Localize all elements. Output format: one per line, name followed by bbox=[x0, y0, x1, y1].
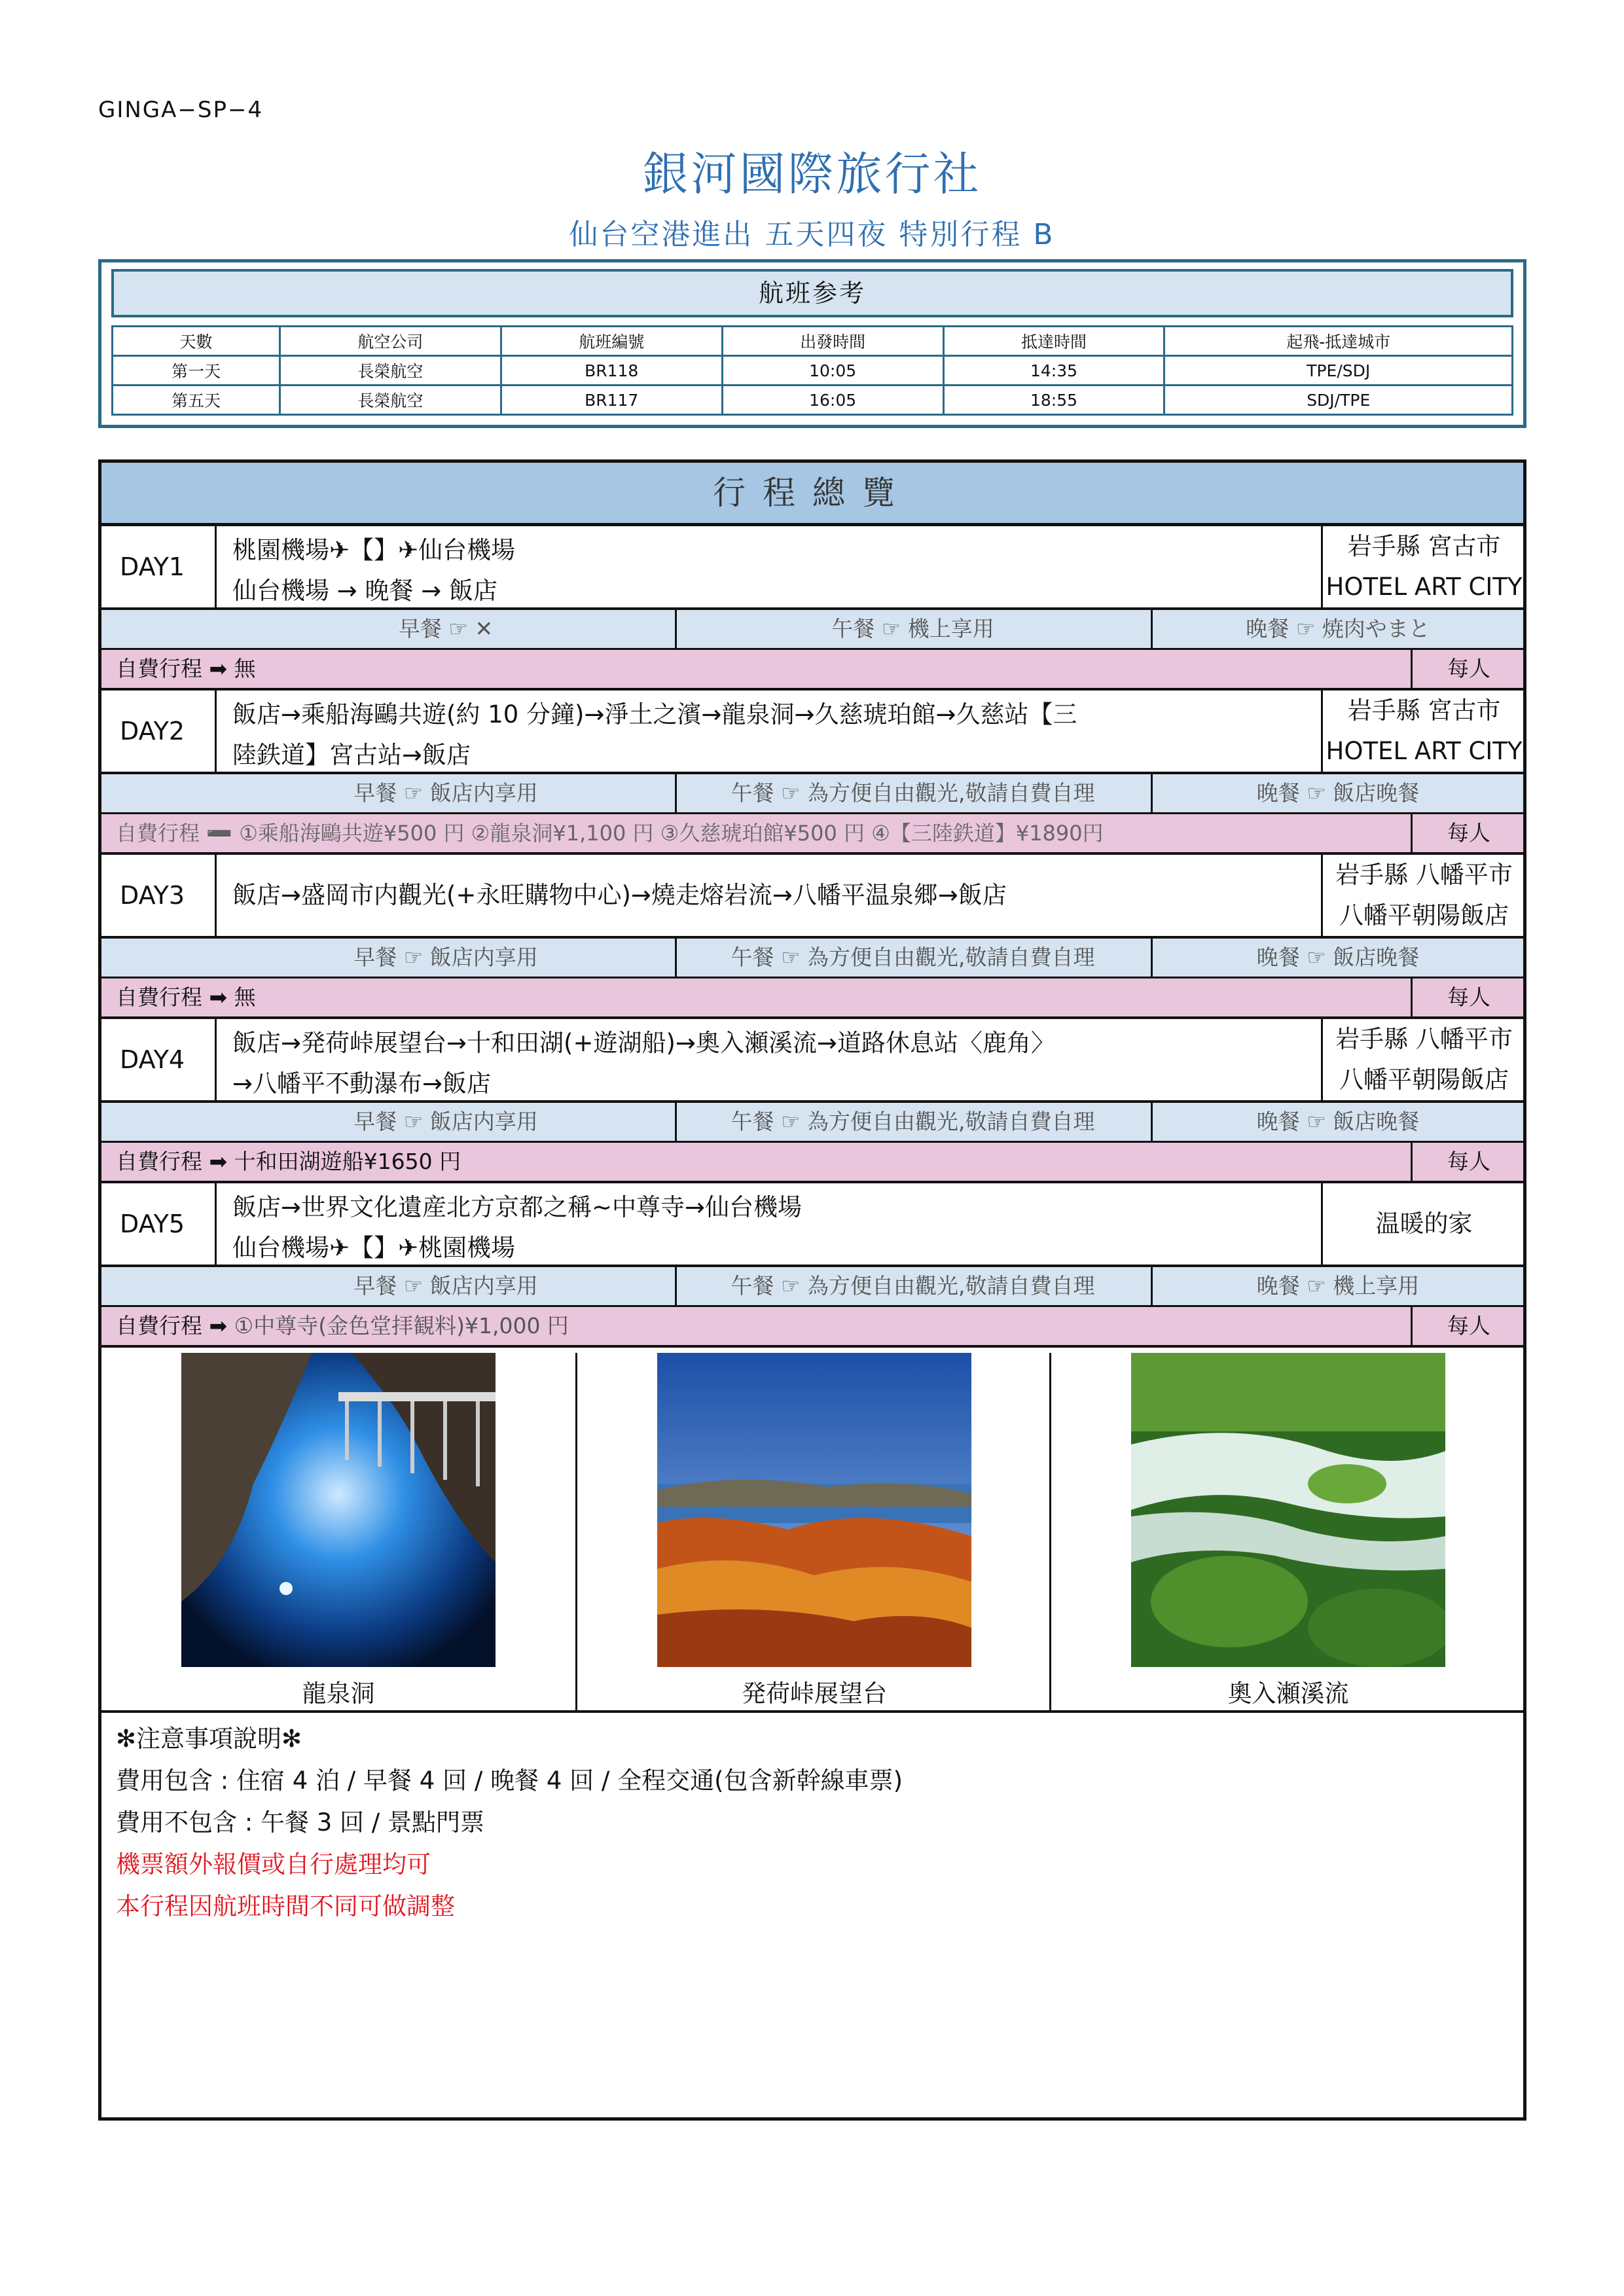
optional-label: 自費行程 ➖ bbox=[116, 821, 240, 846]
day-label: DAY4 bbox=[101, 1019, 217, 1100]
route-line: 飯店→発荷峠展望台→十和田湖(+遊湖船)→奧入瀬溪流→道路休息站〈鹿角〉 bbox=[232, 1029, 1055, 1057]
photo-strip bbox=[101, 1353, 1523, 1713]
route-line: 桃園機場✈【】✈仙台機場 bbox=[232, 536, 516, 564]
breakfast: 早餐 ☞ 飯店内享用 bbox=[217, 1267, 677, 1305]
flight-cell: 14:35 bbox=[943, 356, 1164, 386]
tour-subtitle: 仙台空港進出 五天四夜 特別行程 B bbox=[569, 218, 1055, 251]
day-hotel bbox=[1325, 1183, 1523, 1265]
dinner: 晚餐 ☞ 飯店晚餐 bbox=[1256, 780, 1420, 806]
cave-photo-icon bbox=[181, 1353, 496, 1667]
per-person: 每人 bbox=[1411, 978, 1525, 1016]
optional-label: 自費行程 ➡ bbox=[116, 1149, 234, 1174]
stream-photo-icon bbox=[1131, 1353, 1445, 1667]
flight-cell: 長榮航空 bbox=[280, 356, 501, 386]
optional-row bbox=[101, 814, 1523, 855]
route-line: 仙台機場 → 晚餐 → 飯店 bbox=[232, 577, 498, 605]
breakfast: 早餐 ☞ 飯店内享用 bbox=[217, 939, 677, 977]
lunch: 午餐 ☞ 為方便自由觀光,敬請自費自理 bbox=[675, 1267, 1153, 1305]
per-person: 每人 bbox=[1411, 1307, 1525, 1345]
route-line: 仙台機場✈【】✈桃園機場 bbox=[232, 1234, 516, 1262]
meal-row bbox=[101, 610, 1523, 650]
hotel-line: HOTEL ART CITY bbox=[1326, 737, 1523, 765]
itinerary-overview bbox=[98, 459, 1526, 2121]
per-person: 每人 bbox=[1411, 1143, 1525, 1181]
route-line: 陸鉄道】宮古站→飯店 bbox=[232, 741, 471, 769]
day-route bbox=[217, 691, 1323, 772]
flight-cell: 長榮航空 bbox=[280, 386, 501, 415]
notes-excluded: 費用不包含 : 午餐 3 回 / 景點門票 bbox=[116, 1808, 485, 1837]
hotel-line: 八幡平朝陽飯店 bbox=[1339, 1066, 1509, 1094]
day-row bbox=[101, 855, 1523, 939]
optional-items: 十和田湖遊船¥1650 円 bbox=[234, 1149, 461, 1174]
optional-text bbox=[116, 650, 256, 688]
day-route bbox=[217, 1019, 1323, 1100]
optional-row bbox=[101, 978, 1523, 1019]
hotel-line: 岩手縣 八幡平市 bbox=[1335, 861, 1513, 889]
notes-section bbox=[116, 1718, 903, 1928]
lunch: 午餐 ☞ 為方便自由觀光,敬請自費自理 bbox=[675, 774, 1153, 812]
dinner: 晚餐 ☞ 飯店晚餐 bbox=[1256, 944, 1420, 970]
day-hotel bbox=[1325, 526, 1523, 607]
flight-cell: BR117 bbox=[501, 386, 722, 415]
dinner: 晚餐 ☞ 焼肉やまと bbox=[1246, 616, 1430, 641]
per-person: 每人 bbox=[1411, 650, 1525, 688]
header-depart: 出發時間 bbox=[722, 327, 943, 356]
photo-caption: 奧入瀬溪流 bbox=[1227, 1679, 1349, 1708]
breakfast: 早餐 ☞ 飯店内享用 bbox=[217, 774, 677, 812]
day-route bbox=[217, 1183, 1323, 1265]
meal-row bbox=[101, 1103, 1523, 1143]
day-label: DAY3 bbox=[101, 855, 217, 936]
day-row bbox=[101, 1183, 1523, 1267]
flight-row bbox=[113, 356, 1513, 386]
lunch: 午餐 ☞ 為方便自由觀光,敬請自費自理 bbox=[675, 1103, 1153, 1141]
breakfast: 早餐 ☞ 飯店内享用 bbox=[217, 1103, 677, 1141]
flight-cell: TPE/SDJ bbox=[1164, 356, 1513, 386]
day-label: DAY2 bbox=[101, 691, 217, 772]
photo-cell bbox=[1049, 1353, 1525, 1710]
optional-items: 無 bbox=[234, 656, 256, 681]
flight-cell: BR118 bbox=[501, 356, 722, 386]
notes-included: 費用包含 : 住宿 4 泊 / 早餐 4 回 / 晚餐 4 回 / 全程交通(包含新幹線車票) bbox=[116, 1767, 903, 1795]
breakfast: 早餐 ☞ ✕ bbox=[217, 610, 677, 648]
header-day: 天數 bbox=[113, 327, 280, 356]
optional-text bbox=[116, 1143, 461, 1181]
optional-label: 自費行程 ➡ bbox=[116, 656, 234, 681]
header-arrive: 抵達時間 bbox=[943, 327, 1164, 356]
meal-row bbox=[101, 1267, 1523, 1307]
hotel-line: 八幡平朝陽飯店 bbox=[1339, 901, 1509, 929]
flight-table-header bbox=[113, 327, 1513, 356]
hotel-line: HOTEL ART CITY bbox=[1326, 573, 1523, 601]
route-line: 飯店→盛岡市内觀光(+永旺購物中心)→燒走熔岩流→八幡平温泉郷→飯店 bbox=[232, 881, 1007, 909]
hotel-line: 岩手縣 宮古市 bbox=[1347, 696, 1501, 725]
day-label: DAY1 bbox=[101, 526, 217, 607]
hotel-line: 岩手縣 八幡平市 bbox=[1335, 1025, 1513, 1053]
dinner: 晚餐 ☞ 飯店晚餐 bbox=[1256, 1109, 1420, 1134]
optional-items: ①乘船海鷗共遊¥500 円 ②龍泉洞¥1,100 円 ③久慈琥珀館¥500 円 ④【三陸鉄道】¥1890円 bbox=[239, 821, 1104, 846]
flight-cell: 18:55 bbox=[943, 386, 1164, 415]
optional-label: 自費行程 ➡ bbox=[116, 1313, 234, 1338]
route-line: 飯店→世界文化遺産北方京都之稱~中尊寺→仙台機場 bbox=[232, 1193, 803, 1221]
optional-label: 自費行程 ➡ bbox=[116, 984, 234, 1010]
day-row bbox=[101, 691, 1523, 774]
flight-table bbox=[111, 325, 1513, 416]
flight-cell: SDJ/TPE bbox=[1164, 386, 1513, 415]
day-row bbox=[101, 526, 1523, 610]
day-hotel bbox=[1325, 691, 1523, 772]
optional-row bbox=[101, 1143, 1523, 1183]
day-label: DAY5 bbox=[101, 1183, 217, 1265]
hotel-line: 温暖的家 bbox=[1375, 1210, 1473, 1238]
optional-text bbox=[116, 814, 1104, 852]
optional-row bbox=[101, 650, 1523, 691]
lunch: 午餐 ☞ 為方便自由觀光,敬請自費自理 bbox=[675, 939, 1153, 977]
header-airline: 航空公司 bbox=[280, 327, 501, 356]
document-code: GINGA−SP−4 bbox=[98, 97, 264, 123]
flight-cell: 第一天 bbox=[113, 356, 280, 386]
day-row bbox=[101, 1019, 1523, 1103]
meal-row bbox=[101, 774, 1523, 814]
optional-items: ①中尊寺(金色堂拝観料)¥1,000 円 bbox=[234, 1313, 569, 1338]
route-line: 飯店→乘船海鷗共遊(約 10 分鐘)→淨土之濱→龍泉洞→久慈琥珀館→久慈站【三 bbox=[232, 700, 1077, 728]
notes-title: ✻注意事項說明✻ bbox=[116, 1725, 302, 1753]
dinner: 晚餐 ☞ 機上享用 bbox=[1256, 1273, 1420, 1299]
hotel-line: 岩手縣 宮古市 bbox=[1347, 532, 1501, 560]
lake-autumn-photo-icon bbox=[657, 1353, 971, 1667]
photo-caption: 発荷峠展望台 bbox=[742, 1679, 887, 1708]
flight-cell: 10:05 bbox=[722, 356, 943, 386]
notes-adjust-remark: 本行程因航班時間不同可做調整 bbox=[116, 1892, 455, 1920]
day-route bbox=[217, 526, 1323, 607]
day-hotel bbox=[1325, 855, 1523, 936]
photo-caption: 龍泉洞 bbox=[302, 1679, 375, 1708]
flight-row bbox=[113, 386, 1513, 415]
header-cities: 起飛-抵達城市 bbox=[1164, 327, 1513, 356]
lunch: 午餐 ☞ 機上享用 bbox=[675, 610, 1153, 648]
day-hotel bbox=[1325, 1019, 1523, 1100]
per-person: 每人 bbox=[1411, 814, 1525, 852]
flight-reference-box bbox=[98, 259, 1526, 428]
optional-text bbox=[116, 1307, 569, 1345]
optional-row bbox=[101, 1307, 1523, 1348]
flight-cell: 16:05 bbox=[722, 386, 943, 415]
company-title: 銀河國際旅行社 bbox=[642, 147, 982, 201]
flight-cell: 第五天 bbox=[113, 386, 280, 415]
itinerary-title: 行程總覽 bbox=[101, 463, 1523, 526]
meal-row bbox=[101, 939, 1523, 978]
header-flight-no: 航班編號 bbox=[501, 327, 722, 356]
day-route bbox=[217, 855, 1323, 936]
notes-ticket-remark: 機票額外報價或自行處理均可 bbox=[116, 1850, 431, 1878]
photo-cell bbox=[101, 1353, 575, 1710]
photo-cell bbox=[575, 1353, 1051, 1710]
optional-items: 無 bbox=[234, 984, 256, 1010]
optional-text bbox=[116, 978, 256, 1016]
route-line: →八幡平不動瀑布→飯店 bbox=[232, 1069, 492, 1098]
flight-reference-title: 航班参考 bbox=[111, 269, 1513, 317]
